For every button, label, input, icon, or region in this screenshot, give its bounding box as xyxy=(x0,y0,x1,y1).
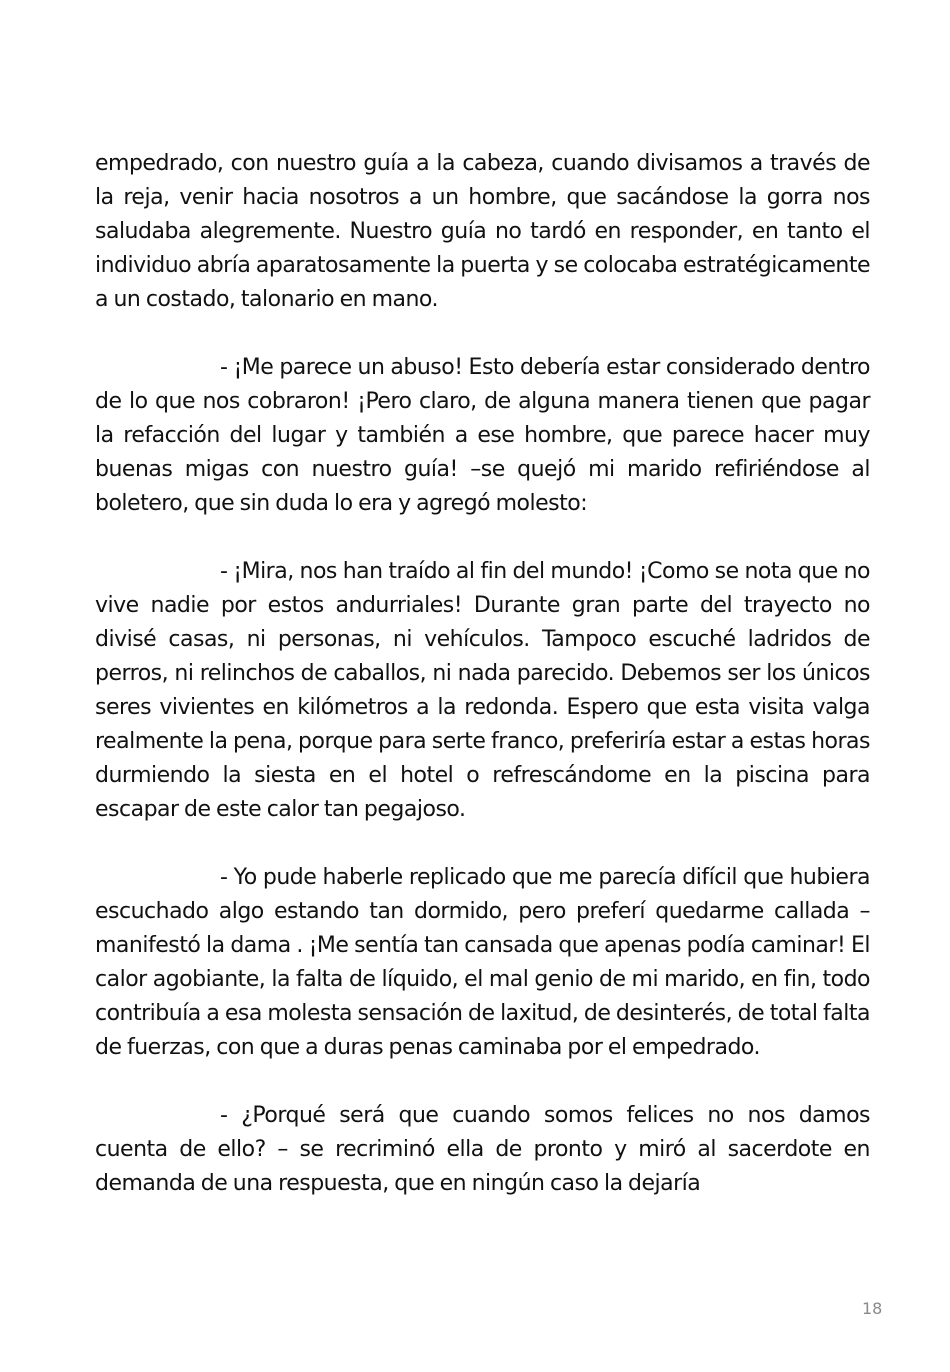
paragraph-narration: empedrado, con nuestro guía a la cabeza, cuando divisamos a través de la reja, venir hacia nosotros a un hombre, que sacándose la gorra nos saludaba alegremente. Nuestro guía no tardó en responder, en tanto el individuo abría aparatosamente la puerta y se colocaba estratégicamente a un costado, talonario en mano. xyxy=(95,151,870,312)
body-text xyxy=(95,147,870,1201)
page-number: 18 xyxy=(862,1299,883,1318)
paragraph-dialogue-abuse: - ¡Me parece un abuso! Esto debería estar considerado dentro de lo que nos cobraron! ¡Pero claro, de alguna manera tienen que pagar la refacción del lugar y también a ese hombre, que parece hacer muy buenas migas con nuestro guía! –se quejó mi marido refiriéndose al boletero, que sin duda lo era y agregó molesto: xyxy=(95,355,870,516)
paragraph-dialogue-reply: - Yo pude haberle replicado que me parecía difícil que hubiera escuchado algo estando tan dormido, pero preferí quedarme callada – manifestó la dama . ¡Me sentía tan cansada que apenas podía caminar! El calor agobiante, la falta de líquido, el mal genio de mi marido, en fin, todo contribuía a esa molesta sensación de laxitud, de desinterés, de total falta de fuerzas, con que a duras penas caminaba por el empedrado. xyxy=(95,865,870,1060)
paragraph-dialogue-end-of-world: - ¡Mira, nos han traído al fin del mundo! ¡Como se nota que no vive nadie por estos andurriales! Durante gran parte del trayecto no divisé casas, ni personas, ni vehículos. Tampoco escuché ladridos de perros, ni relinchos de caballos, ni nada parecido. Debemos ser los únicos seres vivientes en kilómetros a la redonda. Espero que esta visita valga realmente la pena, porque para serte franco, preferiría estar a estas horas durmiendo la siesta en el hotel o refrescándome en la piscina para escapar de este calor tan pegajoso. xyxy=(95,559,870,822)
paragraph-dialogue-question: - ¿Porqué será que cuando somos felices no nos damos cuenta de ello? – se recriminó ella de pronto y miró al sacerdote en demanda de una respuesta, que en ningún caso la dejaría xyxy=(95,1103,870,1196)
